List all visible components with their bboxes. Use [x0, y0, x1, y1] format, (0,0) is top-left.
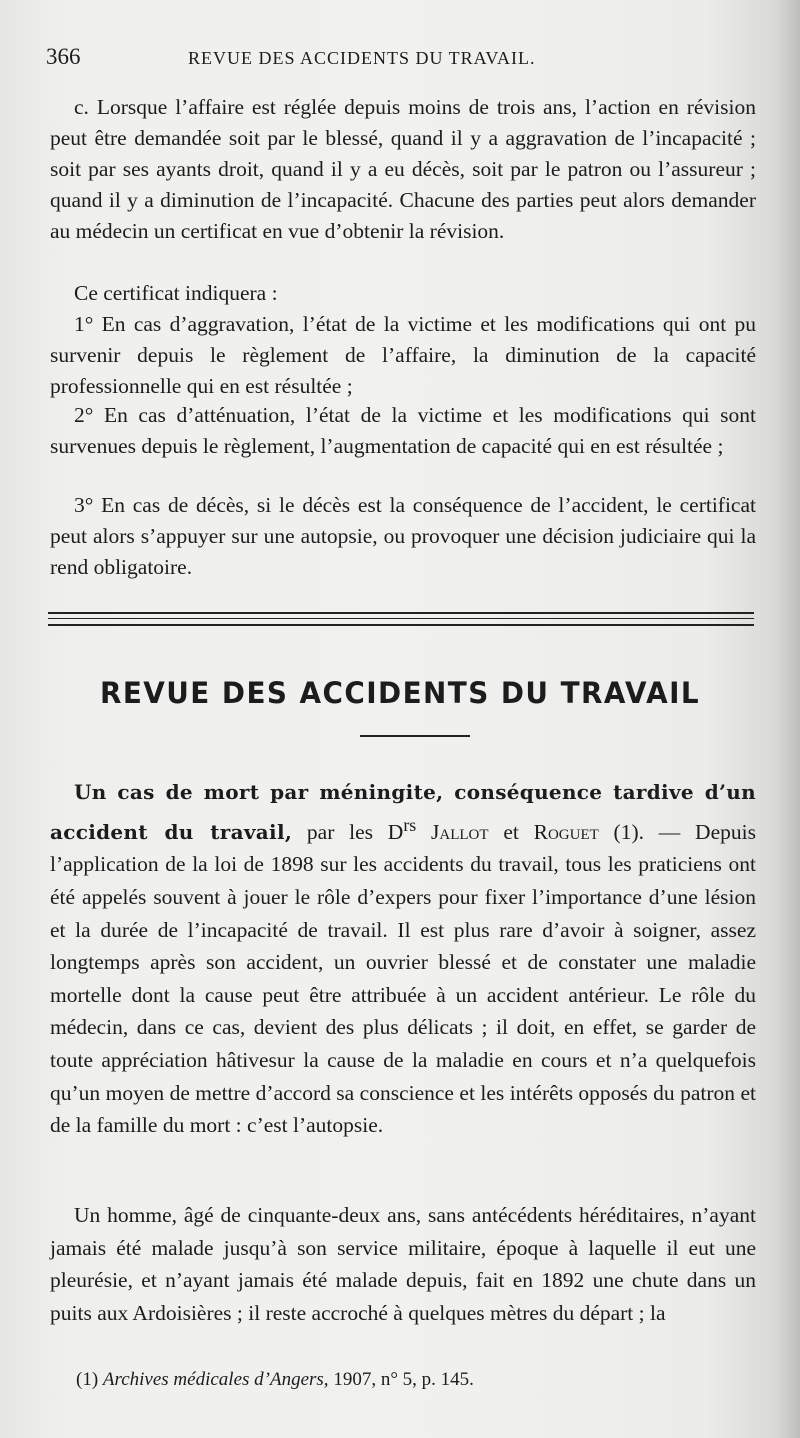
page-header: [46, 44, 756, 74]
list-item-aggravation: 1° En cas d’aggravation, l’état de la victime et les modifications qui ont pu survenir depuis le règlement de l’affaire, la diminution de la capacité professionnelle qui en est résultée ;: [50, 312, 756, 398]
footnote-details: 1907, n° 5, p. 145.: [328, 1369, 474, 1390]
footnote-reference: (1). —: [598, 819, 696, 844]
certificate-intro: Ce certificat indiquera :: [74, 281, 278, 305]
paragraph-c: c. Lorsque l’affaire est réglée depuis moins de trois ans, l’action en révision peut être demandée soit par le blessé, quand il y a aggravation de l’incapacité ; soit par ses ayants droit, quand il y a eu décès, soit par le patron ou l’assureur ; quand il y a diminution de l’incapacité. Chacune des parties peut alors demander au médecin un certificat en vue d’obtenir la révision.: [50, 95, 756, 243]
author-jallot: Jallot: [416, 819, 489, 844]
section-title: REVUE DES ACCIDENTS DU TRAVAIL: [99, 676, 701, 710]
article-paragraph-1: [50, 776, 756, 1142]
list-item-attenuation: 2° En cas d’atténuation, l’état de la victime et les modifications qui sont survenues depuis le règlement, l’augmentation de capacité qui en est résultée ;: [50, 403, 756, 458]
author-roguet: Roguet: [533, 819, 599, 844]
section-divider-middle: [48, 618, 754, 619]
article-title: Un cas de mort par méningite, conséquence tardive d’un accident du travail,: [50, 780, 756, 844]
section-divider-bottom: [48, 624, 754, 626]
article-paragraph-2: Un homme, âgé de cinquante-deux ans, sans antécédents héréditaires, n’ayant jamais été malade jusqu’à son service militaire, époque à laquelle il eut une pleurésie, et n’ayant jamais été malade depuis, fait en 1892 une chute dans un puits aux Ardoisières ; il reste accroché à quelques mètres du départ ; la: [50, 1203, 756, 1325]
article-body-1: Depuis l’application de la loi de 1898 sur les accidents du travail, tous les praticiens ont été appelés souvent à jouer le rôle d’expers pour fixer l’importance d’une lésion et la durée de l’incapacité de travail. Il est plus rare d’avoir à soigner, assez longtemps après son accident, un ouvrier blessé et de constater une maladie mortelle dont la cause peut être attribuée à un accident antérieur. Le rôle du médecin, dans ce cas, devient des plus délicats ; il doit, en effet, se garder de toute appréciation hâtivesur la cause de la maladie en cours et n’a quelquefois qu’un moyen de mettre d’accord sa conscience et les intérêts opposés du patron et de la famille du mort : c’est l’autopsie.: [50, 819, 756, 1138]
title-underline: [360, 735, 470, 737]
page-number: 366: [46, 44, 81, 69]
list-item-deces: 3° En cas de décès, si le décès est la conséquence de l’accident, le certificat peut alors s’appuyer sur une autopsie, ou provoquer une décision judiciaire qui la rend obligatoire.: [50, 493, 756, 579]
footnote-marker: (1): [76, 1369, 103, 1390]
running-head: REVUE DES ACCIDENTS DU TRAVAIL.: [188, 48, 536, 68]
doctors-superscript: rs: [403, 814, 417, 835]
footnote: [76, 1366, 756, 1394]
footnote-source: Archives médicales d’Angers,: [102, 1369, 329, 1390]
author-conjunction: et: [488, 819, 534, 844]
section-divider-top: [48, 612, 754, 614]
article-byline: par les D: [292, 819, 404, 844]
